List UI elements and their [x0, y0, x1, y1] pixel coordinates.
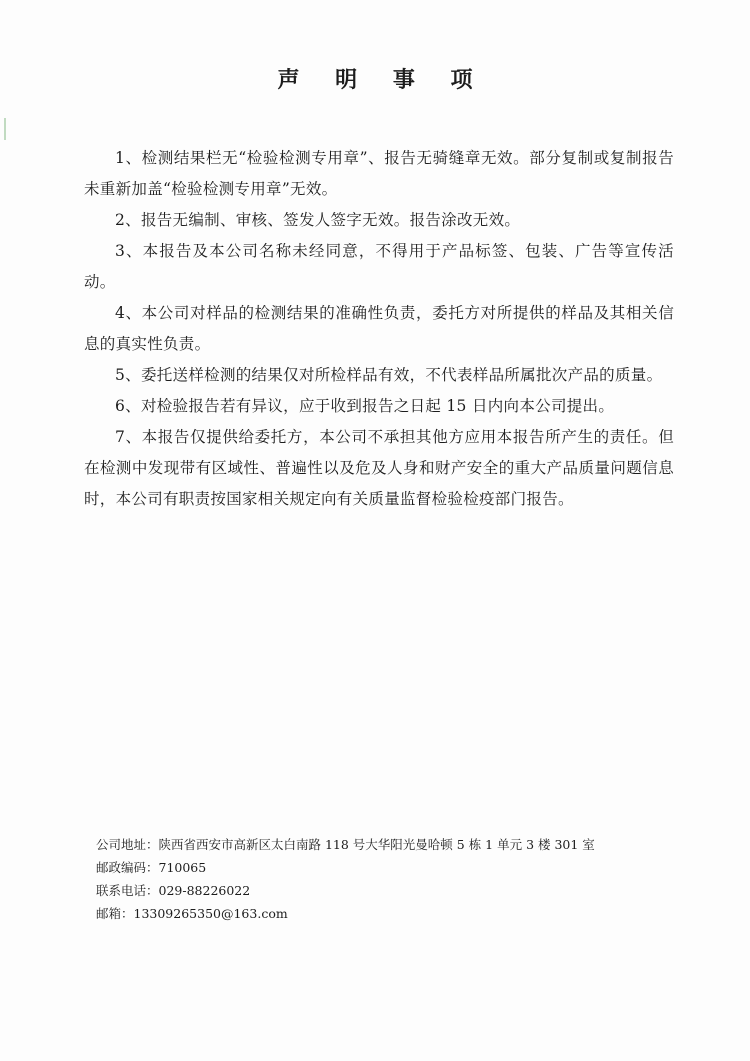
- clause-4: 4、本公司对样品的检测结果的准确性负责，委托方对所提供的样品及其相关信息的真实性负责。: [84, 304, 674, 353]
- statement-clauses: [84, 143, 674, 515]
- clause-3: 3、本报告及本公司名称未经同意，不得用于产品标签、包装、广告等宣传活动。: [84, 242, 674, 291]
- scan-edge-mark: [4, 118, 6, 140]
- contact-info: [96, 833, 656, 925]
- postal-code: 邮政编码：710065: [96, 860, 207, 875]
- clause-6: 6、对检验报告若有异议，应于收到报告之日起 15 日内向本公司提出。: [115, 397, 615, 415]
- company-address: 公司地址：陕西省西安市高新区太白南路 118 号大华阳光曼哈顿 5 栋 1 单元 3 楼 301 室: [96, 837, 595, 852]
- clause-5: 5、委托送样检测的结果仅对所检样品有效，不代表样品所属批次产品的质量。: [115, 366, 663, 384]
- clause-2: 2、报告无编制、审核、签发人签字无效。报告涂改无效。: [115, 211, 521, 229]
- clause-7: 7、本报告仅提供给委托方，本公司不承担其他方应用本报告所产生的责任。但在检测中发现带有区域性、普遍性以及危及人身和财产安全的重大产品质量问题信息时，本公司有职责按国家相关规定向有关质量监督检验检疫部门报告。: [84, 428, 674, 508]
- page-title: 声 明 事 项: [277, 67, 487, 93]
- contact-phone: 联系电话：029-88226022: [96, 883, 251, 898]
- clause-1: 1、检测结果栏无“检验检测专用章”、报告无骑缝章无效。部分复制或复制报告未重新加盖“检验检测专用章”无效。: [84, 149, 674, 198]
- contact-email: 邮箱：13309265350@163.com: [96, 906, 288, 921]
